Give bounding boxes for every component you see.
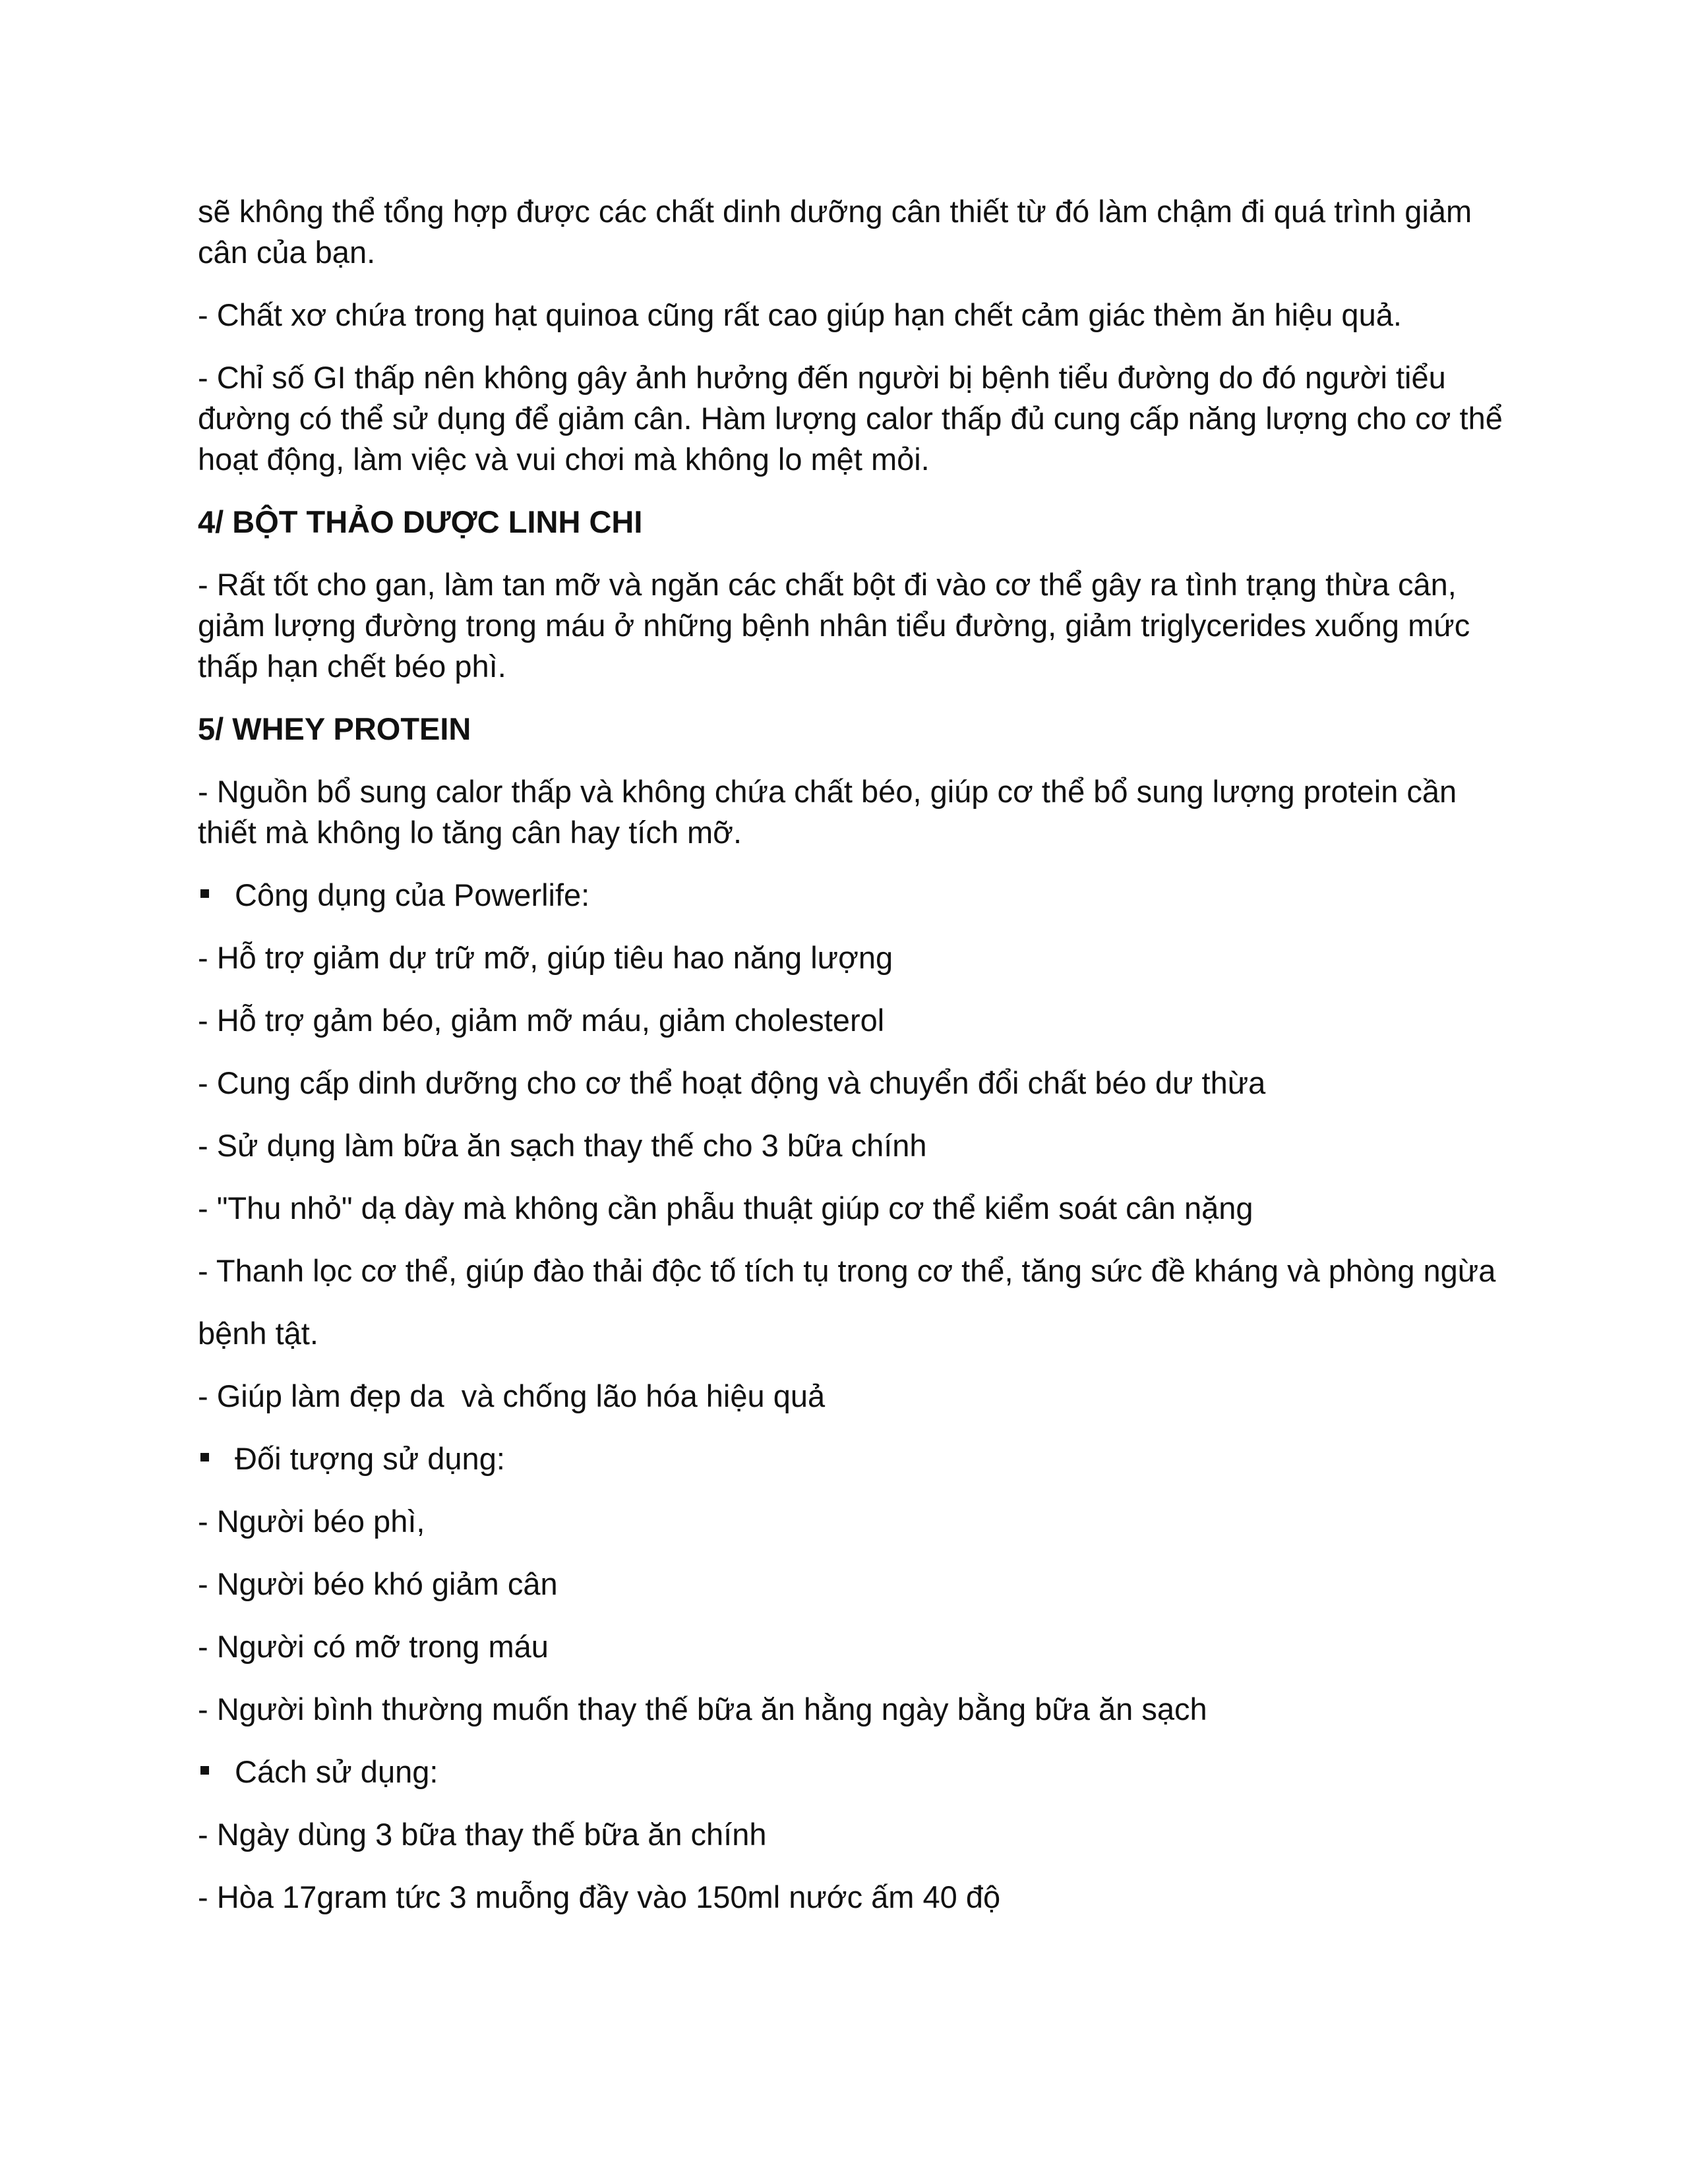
- list-item: - Hỗ trợ giảm dự trữ mỡ, giúp tiêu hao năng lượng: [198, 940, 893, 975]
- document-body: [198, 191, 1511, 1939]
- bullet-item-doi-tuong: [198, 1438, 1503, 1479]
- list-item: - Người béo khó giảm cân: [198, 1566, 558, 1601]
- bullet-item-cong-dung: [198, 875, 1503, 916]
- list-item: - Người bình thường muốn thay thế bữa ăn hằng ngày bằng bữa ăn sạch: [198, 1692, 1207, 1727]
- paragraph: - Nguồn bổ sung calor thấp và không chứa chất béo, giúp cơ thể bổ sung lượng protein cần thiết mà không lo tăng cân hay tích mỡ.: [198, 774, 1466, 850]
- list-item: - Hỗ trợ gảm béo, giảm mỡ máu, giảm cholesterol: [198, 1003, 885, 1038]
- square-bullet-icon: [200, 1766, 209, 1775]
- bullet-item-cach-su-dung: [198, 1752, 1503, 1792]
- list-item: - "Thu nhỏ" dạ dày mà không cần phẫu thuật giúp cơ thể kiểm soát cân nặng: [198, 1191, 1253, 1225]
- list-item: - Ngày dùng 3 bữa thay thế bữa ăn chính: [198, 1817, 767, 1852]
- bullet-text: Đối tượng sử dụng:: [235, 1441, 505, 1476]
- list-item: - Hòa 17gram tức 3 muỗng đầy vào 150ml nước ấm 40 độ: [198, 1879, 1001, 1914]
- list-item: - Cung cấp dinh dưỡng cho cơ thể hoạt động và chuyển đổi chất béo dư thừa: [198, 1065, 1266, 1100]
- list-item: - Sử dụng làm bữa ăn sạch thay thế cho 3 bữa chính: [198, 1128, 927, 1163]
- square-bullet-icon: [200, 1453, 209, 1461]
- list-item: bệnh tật.: [198, 1316, 318, 1351]
- section-heading-whey-protein: 5/ WHEY PROTEIN: [198, 711, 471, 746]
- paragraph: - Chất xơ chứa trong hạt quinoa cũng rất cao giúp hạn chết cảm giác thèm ăn hiệu quả.: [198, 297, 1402, 332]
- list-item: - Thanh lọc cơ thể, giúp đào thải độc tố tích tụ trong cơ thể, tăng sức đề kháng và phòng ngừa: [198, 1253, 1496, 1288]
- bullet-text: Công dụng của Powerlife:: [235, 877, 590, 912]
- paragraph: - Rất tốt cho gan, làm tan mỡ và ngăn các chất bột đi vào cơ thể gây ra tình trạng thừa cân, giảm lượng đường trong máu ở những bệnh nhân tiểu đường, giảm triglycerides xuống mức thấp hạn chết béo phì.: [198, 567, 1479, 684]
- square-bullet-icon: [200, 889, 209, 898]
- paragraph: sẽ không thể tổng hợp được các chất dinh dưỡng cân thiết từ đó làm chậm đi quá trình giảm cân của bạn.: [198, 194, 1481, 270]
- bullet-text: Cách sử dụng:: [235, 1754, 438, 1789]
- section-heading-linh-chi: 4/ BỘT THẢO DƯỢC LINH CHI: [198, 504, 643, 539]
- list-item: - Người béo phì,: [198, 1504, 425, 1539]
- paragraph: - Chỉ số GI thấp nên không gây ảnh hưởng đến người bị bệnh tiểu đường do đó người tiểu đường có thể sử dụng để giảm cân. Hàm lượng calor thấp đủ cung cấp năng lượng cho cơ thể hoạt động, làm việc và vui chơi mà không lo mệt mỏi.: [198, 360, 1511, 477]
- list-item: - Người có mỡ trong máu: [198, 1629, 549, 1664]
- list-item: - Giúp làm đẹp da và chống lão hóa hiệu quả: [198, 1378, 826, 1413]
